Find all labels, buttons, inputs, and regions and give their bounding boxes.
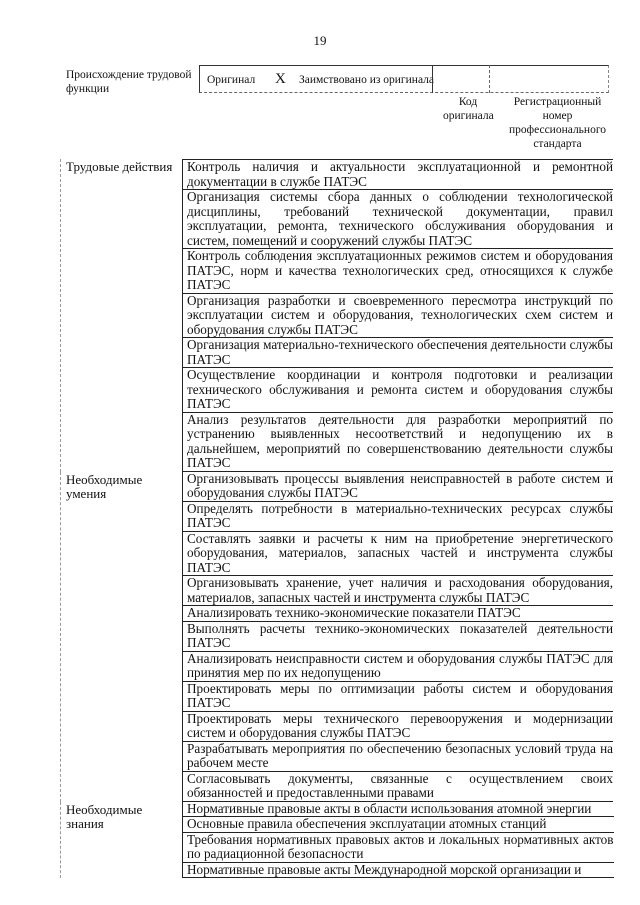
borrowed-label: Заимствовано из оригинала bbox=[299, 74, 434, 86]
group-label: Необходимые умения bbox=[61, 472, 183, 802]
skill-item: Согласовывать документы, связанные с осуществлением своих обязанностей и предоставленными правами bbox=[182, 772, 613, 802]
skill-item: Проектировать меры технического перевооружения и модернизации систем и оборудования службы ПАТЭС bbox=[182, 712, 613, 742]
knowledge-item: Основные правила обеспечения эксплуатации атомных станций bbox=[182, 817, 614, 833]
origin-divider bbox=[489, 65, 490, 93]
skill-item: Разрабатывать мероприятия по обеспечению безопасных условий труда на рабочем месте bbox=[182, 742, 613, 772]
skill-item: Организовывать хранение, учет наличия и расходования оборудования, материалов, запасных частей и инструмента службы ПАТЭС bbox=[182, 576, 613, 606]
group-label: Необходимые знания bbox=[61, 802, 183, 879]
skill-item: Анализировать неисправности систем и оборудования службы ПАТЭС для принятия мер по их недопущению bbox=[182, 652, 613, 682]
original-checkmark: X bbox=[275, 71, 286, 87]
original-code-label: Код оригинала bbox=[443, 96, 494, 122]
skill-item: Составлять заявки и расчеты к ним на приобретение энергетического оборудования, материалов, запасных частей и инструмента службы ПАТЭС bbox=[182, 532, 613, 577]
original-label: Оригинал bbox=[207, 74, 256, 86]
registration-number-label: Регистрационный номер профессионального стандарта bbox=[508, 96, 607, 150]
labor-action-item: Организация системы сбора данных о соблюдении технологической дисциплины, требований технической документации, правил эксплуатации, ремонта, технического обслуживания оборудования и систем, помещений и сооружений службы ПАТЭС bbox=[182, 190, 613, 249]
required-skills-group bbox=[61, 472, 614, 802]
requirements-table bbox=[60, 159, 614, 878]
required-knowledge-group bbox=[61, 802, 614, 879]
origin-divider bbox=[432, 65, 433, 93]
skill-item: Проектировать меры по оптимизации работы систем и оборудования ПАТЭС bbox=[182, 682, 613, 712]
labor-action-item: Анализ результатов деятельности для разработки мероприятий по устранению выявленных несоответствий и недопущению их в дальнейшем, мероприятий по совершенствованию деятельности службы ПАТЭС bbox=[182, 413, 613, 472]
page-number: 19 bbox=[313, 33, 327, 48]
skill-item: Определять потребности в материально-технических ресурсах службы ПАТЭС bbox=[182, 502, 613, 532]
labor-action-item: Контроль наличия и актуальности эксплуатационной и ремонтной документации в службе ПАТЭС bbox=[182, 159, 613, 190]
knowledge-item: Нормативные правовые акты Международной морской организации и bbox=[182, 863, 614, 879]
labor-action-item: Организация разработки и своевременного пересмотра инструкций по эксплуатации систем и оборудования, технологических схем систем и оборудования службы ПАТЭС bbox=[182, 294, 613, 339]
labor-action-item: Организация материально-технического обеспечения деятельности службы ПАТЭС bbox=[182, 338, 613, 368]
knowledge-item: Нормативные правовые акты в области использования атомной энергии bbox=[182, 802, 614, 818]
group-label: Трудовые действия bbox=[61, 159, 183, 472]
labor-action-item: Осуществление координации и контроля подготовки и реализации технического обслуживания и ремонта систем и оборудования службы ПАТЭС bbox=[182, 368, 613, 413]
skill-item: Выполнять расчеты технико-экономических показателей деятельности ПАТЭС bbox=[182, 622, 613, 652]
origin-box bbox=[199, 65, 609, 93]
knowledge-item: Требования нормативных правовых актов и локальных нормативных актов по радиационной безопасности bbox=[182, 833, 614, 863]
skill-item: Анализировать технико-экономические показатели ПАТЭС bbox=[182, 606, 613, 622]
skill-item: Организовывать процессы выявления неисправностей в работе систем и оборудования службы ПАТЭС bbox=[182, 472, 613, 502]
origin-label: Происхождение трудовой функции bbox=[66, 69, 192, 95]
labor-action-item: Контроль соблюдения эксплуатационных режимов систем и оборудования ПАТЭС, норм и качества технологических сред, относящихся к службе ПАТЭС bbox=[182, 249, 613, 294]
labor-actions-group bbox=[61, 159, 614, 472]
